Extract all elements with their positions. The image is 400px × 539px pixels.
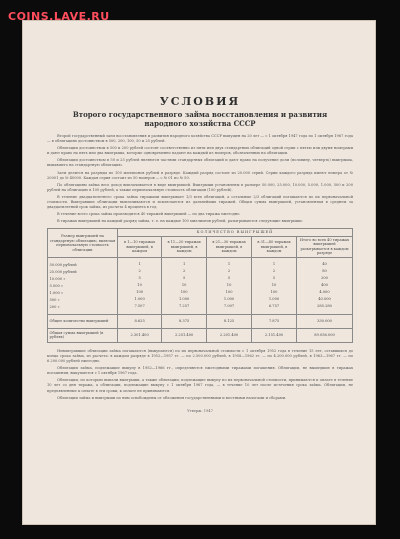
cell: 7.007 [207,303,252,310]
cell: 2.201.400 [207,328,252,342]
cell: 40 [297,261,353,268]
cell: 8.125 [207,314,252,328]
paragraph: Облигации достоинством в 50 и 25 рублей являются частями стандартных облигаций и дают право на получение доли (половину, четверть) выигрыша, выпавшего на стандартную облигацию. [47,158,353,168]
cell: 10 [252,282,297,289]
cell: 7.507 [118,303,162,310]
cell: 1 [207,261,252,268]
paragraph: Заем делится на разряды по 100 миллионов рублей в разряде. Каждый разряд состоит из 20.000 серий. Серии каждого разряда имеют номера от № 20001 до № 40000. Каждая серия состоит из 50 номеров — с № 01 по № 50. [47,170,353,180]
cell: 10 [207,282,252,289]
paragraph: Второй государственный заем восстановления и развития народного хозяйства СССР выпущен на 20 лет — с 1 октября 1947 года по 1 октября 1967 года — в облигациях достоинством в 500, 200, 100, 50 и 25 рублей. [47,134,353,144]
subtitle [47,110,353,128]
column-header: Итого во всех 40 тиражах выигрышей разыгрывается в каждом разряде [297,236,353,257]
group-header: КОЛИЧЕСТВО ВЫИГРЫШЕЙ [118,229,353,237]
cell: 8.625 [118,314,162,328]
print-note: Утверж. 1947 [187,408,213,413]
cell: 5 [162,275,207,282]
paragraph: Облигации займа и выигрыши по ним освобождены от обложения государственными и местными налогами и сборами. [57,395,287,400]
row-label: 25.000 рублей [48,268,118,275]
cell: 1.000 [162,296,207,303]
cell: 2 [252,268,297,275]
bond-terms [47,95,353,413]
cell: 2.251.400 [162,328,207,342]
table-row [48,296,353,303]
table-row [48,261,353,268]
row-label: 50.000 рублей [48,261,118,268]
table-body [48,257,353,314]
cell: 89.056.000 [297,328,353,342]
paragraph: В течение двадцатилетнего срока займа тиражами выигрывает 1/3 всех облигаций, а остальные 2/3 облигаций погашаются по их первоначальной стоимости. Выигравшие облигации выплачиваются и исключаются из дальнейших тиражей. Общая сумма выигрышей, установленная в среднем за двадцатилетний срок займа, из расчета 4 процента в год. [47,194,353,210]
cell: 2 [118,268,162,275]
table-row [48,303,353,310]
cell: 80 [297,268,353,275]
cell: 100 [207,289,252,296]
cell: 4.000 [297,289,353,296]
cell: 1 [252,261,297,268]
cell: 2 [162,268,207,275]
terms-top [47,134,353,224]
cell: 5 [118,275,162,282]
page-title: УСЛОВИЯ [159,95,241,108]
cell: 330.000 [297,314,353,328]
winnings-table [47,228,353,343]
row-label: Общее количество выигрышей [48,314,118,328]
bond-sheet [22,20,376,525]
cell: 8.375 [162,314,207,328]
column-header: в 21—30 тиражах выигрышей, в каждом [207,236,252,257]
terms-bottom [47,349,353,401]
cell: 1 [162,261,207,268]
row-label: 5.000 » [48,282,118,289]
row-label: 200 » [48,303,118,310]
table-row [48,328,353,342]
column-header: в 11—20 тиражах выигрышей, в каждом [162,236,207,257]
paragraph: В течение всего срока займа производится 40 тиражей выигрышей — по два тиража ежегодно. [57,212,241,217]
subtitle-line: Второго государственного займа восстановления и развития [72,110,328,119]
cell: 2.301.400 [118,328,162,342]
paragraph: Облигации займа, подлежащие выкупу в 1952—1966 гг., определяются ежегодными тиражами погашения. Облигации, не вышедшие в тиражах погашения, выкупаются с 1 октября 1967 года. [47,366,353,376]
cell: 285.280 [297,303,353,310]
cell: 1 [118,261,162,268]
cell: 1.000 [252,296,297,303]
cell: 200 [297,275,353,282]
table-row [48,314,353,328]
column-header: в 1—10 тиражах выигрышей, в каждом [118,236,162,257]
cell: 1.000 [118,296,162,303]
row-label: Общая сумма выигрышей (в рублях) [48,328,118,342]
cell: 7.257 [162,303,207,310]
cell: 5 [207,275,252,282]
paragraph: В тиражах выигрышей на каждый разряд займа, т. е. на каждые 100 миллионов рублей, разыгрываются следующие выигрыши: [57,219,303,224]
cell: 1.000 [207,296,252,303]
column-header: в 31—40 тиражах выигрышей, в каждом [252,236,297,257]
row-label: 10.000 » [48,275,118,282]
paragraph: По облигациям займа весь доход выплачивается в виде выигрышей. Выигрыши установлены в размере 50.000, 25.000, 10.000, 5.000, 1.000, 500 и 200 рублей на облигацию в 100 рублей, а также первоначальную стоимость облигации (100 рублей). [47,182,353,192]
paragraph: Невыигравшие облигации займа погашаются (выкупаются) по их первоначальной стоимости с 1 октября 1952 года в течение 15 лет, оставшихся до конца срока займа, из расчета: в каждом разряде в 1952—1957 гг. — по 2.500.000 рублей, в 1958—1962 гг. — по 4.200.000 рублей, в 1963—1967 гг. — по 6.200.000 рублей ежегодно. [47,348,353,364]
cell: 10 [118,282,162,289]
table-row [48,289,353,296]
cell: 100 [252,289,297,296]
paragraph: Облигации, по которым выпали выигрыши, а также облигации, подлежащие выкупу по их первоначальной стоимости, принимаются к оплате в течение 10 лет со дня тиража, а облигации, подлежащие выкупу с 1 октября 1967 года, — в течение 10 лет после истечения срока займа. Облигации, не предъявленные к оплате в эти сроки, к оплате не принимаются. [47,378,353,393]
cell: 40.000 [297,296,353,303]
cell: 10 [162,282,207,289]
row-label: 1.000 » [48,289,118,296]
cell: 400 [297,282,353,289]
label-column-header: Размер выигрышей на стандартную облигацию, включая первоначальную стоимость облигации [48,229,118,258]
cell: 100 [118,289,162,296]
table-row [48,275,353,282]
cell: 5 [252,275,297,282]
paragraph: Облигации достоинством в 500 и 200 рублей состоят соответственно из пяти или двух стандартных облигаций одной серии с пятью или двумя номерами и дают право на пять или два выигрыша, которые одновременно падают на каждый из номеров, обозначенных на облигации. [47,146,353,156]
cell: 2 [207,268,252,275]
row-label: 500 » [48,296,118,303]
cell: 2.151.400 [252,328,297,342]
cell: 7.875 [252,314,297,328]
watermark: COINS.LAVE.RU [8,10,110,23]
cell: 100 [162,289,207,296]
cell: 6.757 [252,303,297,310]
subtitle-line: народного хозяйства СССР [144,119,256,128]
table-summary [48,314,353,342]
table-row [48,268,353,275]
table-row [48,282,353,289]
